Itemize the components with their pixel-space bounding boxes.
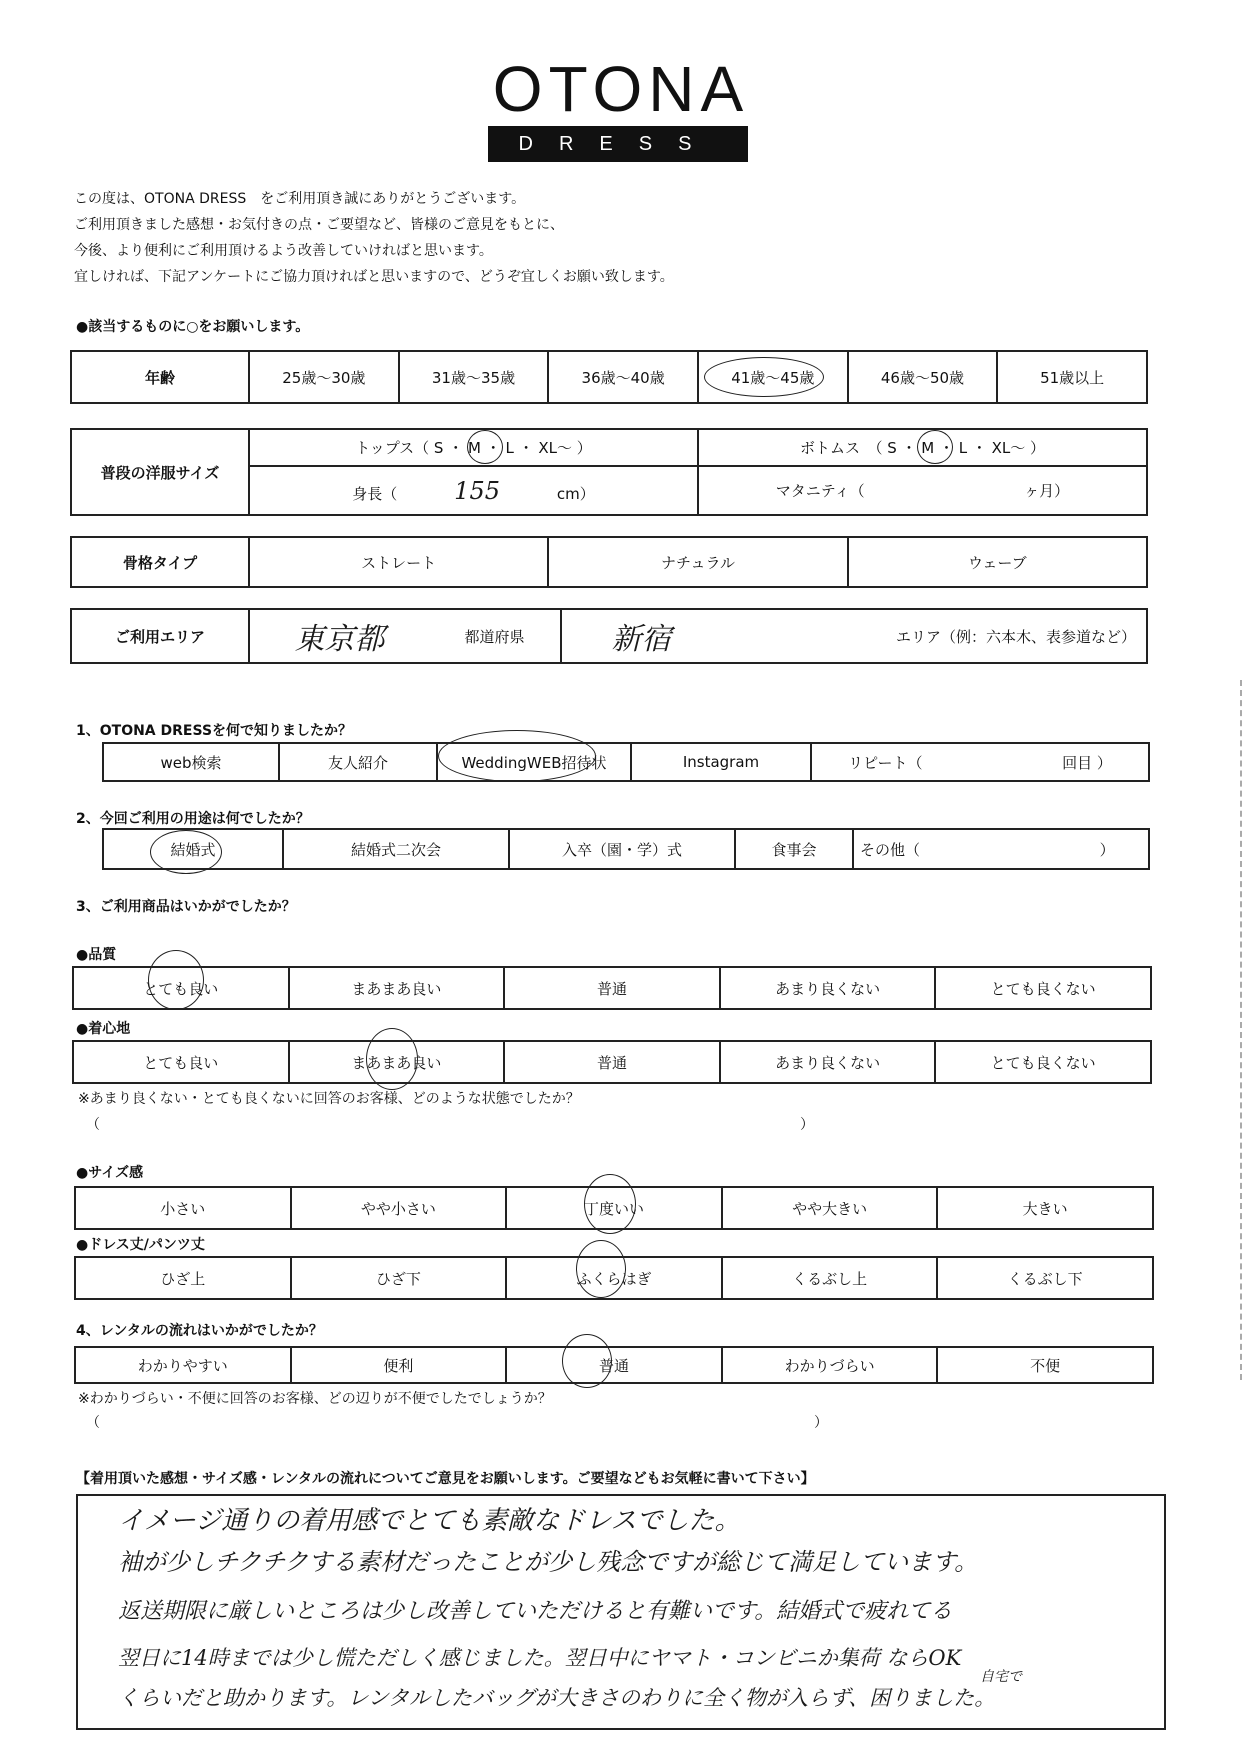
comment-insert-note: 自宅で <box>980 1669 1022 1685</box>
height-field[interactable] <box>249 466 698 515</box>
q1-option[interactable]: Instagram <box>631 743 811 781</box>
area-label: ご利用エリア <box>71 609 249 663</box>
length-option[interactable]: くるぶし下 <box>937 1257 1153 1299</box>
q4-option-selected[interactable]: 普通 <box>506 1347 722 1383</box>
maternity-label: マタニティ（ <box>775 482 865 501</box>
comment-line: 翌日に14時までは少し慌ただしく感じました。翌日中にヤマト・コンビニか集荷 ならOK <box>118 1646 962 1670</box>
comfort-option[interactable]: とても良くない <box>935 1041 1151 1083</box>
bottoms-size-options[interactable]: ボトムス （ S ・ M ・ L ・ XL～ ） <box>698 429 1147 466</box>
quality-option[interactable]: あまり良くない <box>720 967 936 1009</box>
fit-label: ●サイズ感 <box>76 1165 144 1181</box>
quality-option[interactable]: まあまあ良い <box>289 967 505 1009</box>
q4-table <box>74 1346 1154 1384</box>
body-type-label: 骨格タイプ <box>71 537 249 587</box>
age-option[interactable]: 51歳以上 <box>997 351 1147 403</box>
area-value[interactable]: 新宿 <box>561 609 721 663</box>
brand-logo-main: OTONA <box>492 53 750 125</box>
q3-title: 3、ご利用商品はいかがでしたか？ <box>76 899 296 915</box>
selection-circle <box>704 357 824 397</box>
other-close: ） <box>1099 840 1115 859</box>
height-unit: cm） <box>556 484 595 503</box>
length-option[interactable]: ひざ下 <box>291 1257 507 1299</box>
comfort-note: ※あまり良くない・とても良くないに回答のお客様、どのような状態でしたか？ <box>78 1091 580 1107</box>
q1-repeat-option[interactable] <box>811 743 1149 781</box>
repeat-unit: 回目 ） <box>1062 753 1112 772</box>
age-label: 年齢 <box>71 351 249 403</box>
q1-option[interactable]: 友人紹介 <box>279 743 437 781</box>
quality-label: ●品質 <box>76 947 117 963</box>
comfort-note-close: ） <box>800 1117 814 1133</box>
comfort-option[interactable]: 普通 <box>504 1041 720 1083</box>
q4-option[interactable]: わかりづらい <box>722 1347 938 1383</box>
comment-line: くらいだと助かります。レンタルしたバッグが大きさのわりに全く物が入らず、困りました。 <box>118 1686 996 1710</box>
q4-note: ※わかりづらい・不便に回答のお客様、どの辺りが不便でしたでしょうか？ <box>78 1391 552 1407</box>
intro-line: この度は、OTONA DRESS をご利用頂き誠にありがとうございます。 <box>74 191 526 207</box>
tops-size-options[interactable]: トップス（ S ・ M ・ L ・ XL～ ） <box>249 429 698 466</box>
fit-option[interactable]: やや小さい <box>291 1187 507 1229</box>
comfort-note-open: （ <box>86 1117 100 1133</box>
length-option[interactable]: ひざ上 <box>75 1257 291 1299</box>
q2-option[interactable]: 食事会 <box>735 829 853 869</box>
body-type-option[interactable]: ストレート <box>249 537 548 587</box>
q1-option-selected[interactable]: WeddingWEB招待状 <box>437 743 631 781</box>
height-label: 身長（ <box>352 484 398 503</box>
q2-title: 2、今回ご利用の用途は何でしたか？ <box>76 811 310 827</box>
q2-option-selected[interactable]: 結婚式 <box>103 829 283 869</box>
area-example-label: エリア（例：六本木、表参道など） <box>721 609 1147 663</box>
repeat-label: リピート（ <box>848 753 923 772</box>
intro-text <box>74 186 674 290</box>
age-option[interactable]: 25歳～30歳 <box>249 351 399 403</box>
selection-circle <box>917 430 953 464</box>
prefecture-value[interactable]: 東京都 <box>249 609 429 663</box>
selection-circle <box>438 730 596 782</box>
size-label: 普段の洋服サイズ <box>71 429 249 515</box>
age-option[interactable]: 36歳～40歳 <box>548 351 698 403</box>
age-option[interactable]: 46歳～50歳 <box>848 351 998 403</box>
q4-option[interactable]: わかりやすい <box>75 1347 291 1383</box>
q1-option[interactable]: web検索 <box>103 743 279 781</box>
comfort-option[interactable]: あまり良くない <box>720 1041 936 1083</box>
intro-line: 宜しければ、下記アンケートにご協力頂ければと思いますので、どうぞ宜しくお願い致します。 <box>74 269 674 285</box>
quality-option[interactable]: 普通 <box>504 967 720 1009</box>
q2-option[interactable]: 入卒（園・学）式 <box>509 829 735 869</box>
intro-line: 今後、より便利にご利用頂けるよう改善していければと思います。 <box>74 243 493 259</box>
age-table <box>70 350 1148 404</box>
brand-logo-sub: DRESS <box>488 126 748 162</box>
q4-note-open: （ <box>86 1415 100 1431</box>
comfort-option[interactable]: とても良い <box>73 1041 289 1083</box>
q4-title: 4、レンタルの流れはいかがでしたか？ <box>76 1323 323 1339</box>
comfort-option-selected[interactable]: まあまあ良い <box>289 1041 505 1083</box>
length-option[interactable]: くるぶし上 <box>722 1257 938 1299</box>
comment-line: 返送期限に厳しいところは少し改善していただけると有難いです。結婚式で疲れてる <box>118 1599 953 1624</box>
area-table <box>70 608 1148 664</box>
comfort-table <box>72 1040 1152 1084</box>
length-label: ●ドレス丈/パンツ丈 <box>76 1237 205 1253</box>
fit-option[interactable]: 大きい <box>937 1187 1153 1229</box>
other-label: その他（ <box>860 840 921 859</box>
body-type-option[interactable]: ウェーブ <box>848 537 1147 587</box>
q4-option[interactable]: 不便 <box>937 1347 1153 1383</box>
q1-title: 1、OTONA DRESSを何で知りましたか？ <box>76 723 353 739</box>
selection-circle <box>366 1028 418 1090</box>
fit-option[interactable]: 小さい <box>75 1187 291 1229</box>
size-table <box>70 428 1148 516</box>
maternity-unit: ヶ月） <box>1024 482 1070 501</box>
q4-note-close: ） <box>814 1415 828 1431</box>
age-option-selected[interactable]: 41歳～45歳 <box>698 351 848 403</box>
selection-circle <box>150 830 222 874</box>
height-value: 155 <box>454 476 500 505</box>
comfort-label: ●着心地 <box>76 1021 131 1037</box>
body-type-option[interactable]: ナチュラル <box>548 537 847 587</box>
quality-option[interactable]: とても良くない <box>935 967 1151 1009</box>
comments-box[interactable] <box>76 1494 1166 1730</box>
q2-table <box>102 828 1150 870</box>
fit-option-selected[interactable]: 丁度いい <box>506 1187 722 1229</box>
q1-table <box>102 742 1150 782</box>
q4-option[interactable]: 便利 <box>291 1347 507 1383</box>
age-option[interactable]: 31歳～35歳 <box>399 351 549 403</box>
fit-option[interactable]: やや大きい <box>722 1187 938 1229</box>
selection-circle <box>584 1174 636 1234</box>
instruction-heading: ●該当するものに○をお願いします。 <box>76 319 310 335</box>
body-type-table <box>70 536 1148 588</box>
selection-circle <box>148 950 204 1010</box>
selection-circle <box>562 1334 612 1388</box>
quality-table <box>72 966 1152 1010</box>
comment-line: イメージ通りの着用感でとても素敵なドレスでした。 <box>118 1506 741 1536</box>
length-option-selected[interactable]: ふくらはぎ <box>506 1257 722 1299</box>
comment-line: 袖が少しチクチクする素材だったことが少し残念ですが総じて満足しています。 <box>118 1548 979 1576</box>
intro-line: ご利用頂きました感想・お気付きの点・ご要望など、皆様のご意見をもとに、 <box>74 217 564 233</box>
quality-option-selected[interactable]: とても良い <box>73 967 289 1009</box>
scan-edge-line <box>1237 680 1242 1380</box>
comments-heading: 【着用頂いた感想・サイズ感・レンタルの流れについてご意見をお願いします。ご要望などもお気軽に書いて下さい】 <box>76 1471 815 1487</box>
selection-circle <box>467 430 503 464</box>
prefecture-label: 都道府県 <box>429 609 561 663</box>
maternity-field[interactable] <box>698 466 1147 515</box>
selection-circle <box>576 1240 626 1298</box>
q2-other-option[interactable] <box>853 829 1149 869</box>
q2-option[interactable]: 結婚式二次会 <box>283 829 509 869</box>
